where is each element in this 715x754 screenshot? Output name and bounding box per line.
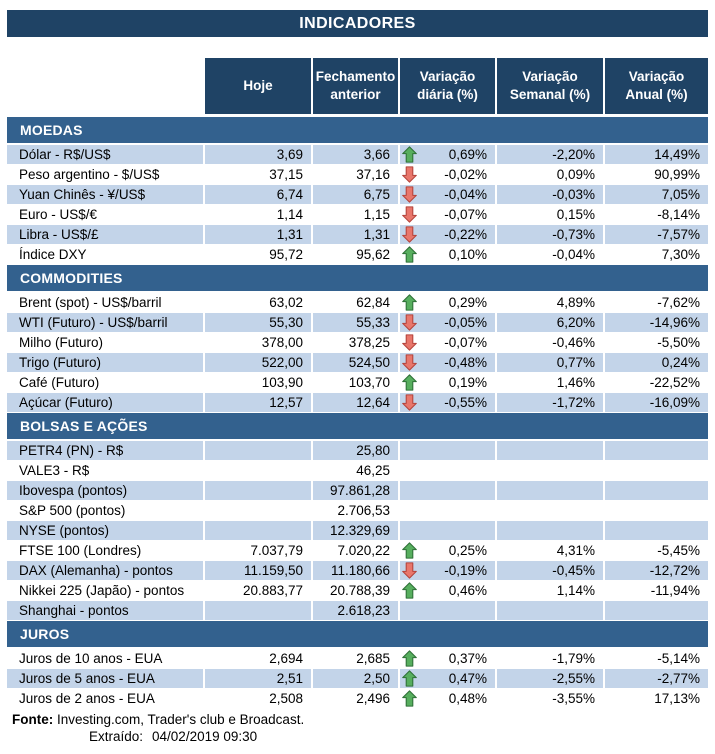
row-label: WTI (Futuro) - US$/barril bbox=[7, 313, 205, 333]
indicators-sheet bbox=[7, 10, 708, 745]
cell-hoje: 3,69 bbox=[205, 145, 313, 165]
title-header-gap bbox=[7, 37, 708, 58]
cell-variacao-anual bbox=[605, 441, 708, 461]
cell-hoje bbox=[205, 601, 313, 621]
variacao-diaria-value: -0,19% bbox=[444, 563, 487, 578]
variacao-diaria-value: -0,22% bbox=[444, 227, 487, 242]
cell-variacao-anual: -8,14% bbox=[605, 205, 708, 225]
cell-variacao-semanal: 0,15% bbox=[497, 205, 605, 225]
cell-hoje: 1,14 bbox=[205, 205, 313, 225]
cell-variacao-diaria bbox=[400, 245, 497, 265]
table-row bbox=[7, 441, 708, 461]
table-row bbox=[7, 145, 708, 165]
cell-variacao-diaria bbox=[400, 541, 497, 561]
cell-variacao-diaria bbox=[400, 185, 497, 205]
cell-fechamento: 1,31 bbox=[313, 225, 400, 245]
cell-variacao-anual bbox=[605, 521, 708, 541]
cell-variacao-diaria bbox=[400, 601, 497, 621]
table-row bbox=[7, 165, 708, 185]
row-label: Libra - US$/£ bbox=[7, 225, 205, 245]
column-header-variacao-semanal: Variação Semanal (%) bbox=[497, 58, 605, 114]
cell-hoje: 522,00 bbox=[205, 353, 313, 373]
row-label: Trigo (Futuro) bbox=[7, 353, 205, 373]
cell-variacao-anual: -14,96% bbox=[605, 313, 708, 333]
cell-variacao-diaria bbox=[400, 393, 497, 413]
table-row bbox=[7, 461, 708, 481]
row-label: Peso argentino - $/US$ bbox=[7, 165, 205, 185]
variacao-diaria-value: 0,10% bbox=[448, 247, 487, 262]
variacao-diaria-value: -0,04% bbox=[444, 187, 487, 202]
cell-fechamento: 46,25 bbox=[313, 461, 400, 481]
table-row bbox=[7, 393, 708, 413]
column-header-variacao-anual: Variação Anual (%) bbox=[605, 58, 708, 114]
cell-variacao-diaria bbox=[400, 313, 497, 333]
cell-variacao-diaria bbox=[400, 501, 497, 521]
cell-hoje: 95,72 bbox=[205, 245, 313, 265]
cell-variacao-anual bbox=[605, 461, 708, 481]
table-row bbox=[7, 561, 708, 581]
cell-fechamento: 37,16 bbox=[313, 165, 400, 185]
trend-down-icon bbox=[402, 354, 417, 371]
cell-variacao-anual: -16,09% bbox=[605, 393, 708, 413]
table-row bbox=[7, 353, 708, 373]
cell-variacao-semanal: 4,31% bbox=[497, 541, 605, 561]
cell-variacao-anual: -7,57% bbox=[605, 225, 708, 245]
section-label: BOLSAS E AÇÕES bbox=[20, 418, 148, 434]
cell-variacao-diaria bbox=[400, 649, 497, 669]
cell-variacao-semanal: -3,55% bbox=[497, 689, 605, 709]
trend-up-icon bbox=[402, 650, 417, 667]
cell-variacao-semanal: -2,20% bbox=[497, 145, 605, 165]
table-row bbox=[7, 225, 708, 245]
trend-down-icon bbox=[402, 334, 417, 351]
cell-hoje bbox=[205, 481, 313, 501]
cell-hoje: 2,508 bbox=[205, 689, 313, 709]
row-label: Milho (Futuro) bbox=[7, 333, 205, 353]
cell-variacao-semanal: -1,72% bbox=[497, 393, 605, 413]
cell-variacao-diaria bbox=[400, 581, 497, 601]
cell-fechamento: 378,25 bbox=[313, 333, 400, 353]
cell-variacao-diaria bbox=[400, 561, 497, 581]
cell-variacao-semanal: -0,45% bbox=[497, 561, 605, 581]
cell-variacao-diaria bbox=[400, 205, 497, 225]
cell-variacao-semanal: -0,03% bbox=[497, 185, 605, 205]
trend-up-icon bbox=[402, 294, 417, 311]
cell-variacao-semanal bbox=[497, 501, 605, 521]
cell-variacao-diaria bbox=[400, 293, 497, 313]
cell-variacao-anual: -5,50% bbox=[605, 333, 708, 353]
variacao-diaria-value: 0,25% bbox=[448, 543, 487, 558]
row-label: Nikkei 225 (Japão) - pontos bbox=[7, 581, 205, 601]
trend-down-icon bbox=[402, 206, 417, 223]
cell-hoje: 2,694 bbox=[205, 649, 313, 669]
footer-extracted-value: 04/02/2019 09:30 bbox=[152, 729, 258, 744]
row-label: DAX (Alemanha) - pontos bbox=[7, 561, 205, 581]
cell-variacao-anual: 17,13% bbox=[605, 689, 708, 709]
trend-down-icon bbox=[402, 314, 417, 331]
table-row bbox=[7, 333, 708, 353]
variacao-diaria-value: 0,69% bbox=[448, 147, 487, 162]
cell-variacao-semanal bbox=[497, 441, 605, 461]
cell-variacao-semanal bbox=[497, 481, 605, 501]
row-label: Ibovespa (pontos) bbox=[7, 481, 205, 501]
cell-variacao-diaria bbox=[400, 461, 497, 481]
section-label: JUROS bbox=[20, 626, 70, 642]
cell-variacao-anual: 14,49% bbox=[605, 145, 708, 165]
cell-variacao-diaria bbox=[400, 521, 497, 541]
column-header-row bbox=[7, 58, 708, 114]
cell-fechamento: 2,685 bbox=[313, 649, 400, 669]
row-label: FTSE 100 (Londres) bbox=[7, 541, 205, 561]
cell-variacao-diaria bbox=[400, 373, 497, 393]
cell-variacao-anual: -5,14% bbox=[605, 649, 708, 669]
column-header-spacer bbox=[7, 58, 205, 114]
row-label: Shanghai - pontos bbox=[7, 601, 205, 621]
variacao-diaria-value: 0,48% bbox=[448, 691, 487, 706]
cell-variacao-anual: -7,62% bbox=[605, 293, 708, 313]
cell-fechamento: 2,50 bbox=[313, 669, 400, 689]
cell-variacao-semanal: 6,20% bbox=[497, 313, 605, 333]
row-label: NYSE (pontos) bbox=[7, 521, 205, 541]
cell-variacao-diaria bbox=[400, 441, 497, 461]
cell-fechamento: 3,66 bbox=[313, 145, 400, 165]
row-label: Açúcar (Futuro) bbox=[7, 393, 205, 413]
cell-variacao-semanal: -0,73% bbox=[497, 225, 605, 245]
cell-variacao-semanal: 0,77% bbox=[497, 353, 605, 373]
table-row bbox=[7, 601, 708, 621]
table-row bbox=[7, 373, 708, 393]
cell-fechamento: 55,33 bbox=[313, 313, 400, 333]
cell-fechamento: 62,84 bbox=[313, 293, 400, 313]
table-row bbox=[7, 245, 708, 265]
cell-fechamento: 7.020,22 bbox=[313, 541, 400, 561]
cell-hoje: 1,31 bbox=[205, 225, 313, 245]
cell-hoje bbox=[205, 501, 313, 521]
row-label: VALE3 - R$ bbox=[7, 461, 205, 481]
table-row bbox=[7, 669, 708, 689]
cell-hoje: 11.159,50 bbox=[205, 561, 313, 581]
table-row bbox=[7, 313, 708, 333]
cell-fechamento: 524,50 bbox=[313, 353, 400, 373]
footer-source-text: Investing.com, Trader's club e Broadcast. bbox=[53, 712, 305, 727]
cell-hoje: 63,02 bbox=[205, 293, 313, 313]
trend-down-icon bbox=[402, 394, 417, 411]
cell-variacao-anual: -11,94% bbox=[605, 581, 708, 601]
cell-variacao-anual: 90,99% bbox=[605, 165, 708, 185]
cell-variacao-anual: 7,30% bbox=[605, 245, 708, 265]
cell-variacao-diaria bbox=[400, 669, 497, 689]
footer bbox=[7, 711, 708, 745]
row-label: S&P 500 (pontos) bbox=[7, 501, 205, 521]
cell-hoje bbox=[205, 521, 313, 541]
cell-fechamento: 103,70 bbox=[313, 373, 400, 393]
row-label: Yuan Chinês - ¥/US$ bbox=[7, 185, 205, 205]
cell-variacao-semanal bbox=[497, 461, 605, 481]
table-body bbox=[7, 117, 708, 709]
cell-variacao-anual: -22,52% bbox=[605, 373, 708, 393]
table-row bbox=[7, 689, 708, 709]
cell-variacao-anual: -2,77% bbox=[605, 669, 708, 689]
cell-fechamento: 2.618,23 bbox=[313, 601, 400, 621]
cell-fechamento: 2,496 bbox=[313, 689, 400, 709]
section-band-1 bbox=[7, 117, 708, 145]
row-label: Juros de 2 anos - EUA bbox=[7, 689, 205, 709]
variacao-diaria-value: 0,37% bbox=[448, 651, 487, 666]
cell-variacao-anual bbox=[605, 481, 708, 501]
variacao-diaria-value: -0,07% bbox=[444, 207, 487, 222]
cell-variacao-anual: 7,05% bbox=[605, 185, 708, 205]
cell-hoje: 7.037,79 bbox=[205, 541, 313, 561]
cell-fechamento: 95,62 bbox=[313, 245, 400, 265]
cell-variacao-diaria bbox=[400, 333, 497, 353]
trend-up-icon bbox=[402, 374, 417, 391]
trend-down-icon bbox=[402, 226, 417, 243]
cell-fechamento: 12.329,69 bbox=[313, 521, 400, 541]
cell-fechamento: 1,15 bbox=[313, 205, 400, 225]
cell-variacao-diaria bbox=[400, 481, 497, 501]
cell-hoje: 12,57 bbox=[205, 393, 313, 413]
section-band-4 bbox=[7, 621, 708, 649]
variacao-diaria-value: -0,48% bbox=[444, 355, 487, 370]
variacao-diaria-value: -0,55% bbox=[444, 395, 487, 410]
footer-extracted bbox=[7, 728, 708, 745]
cell-variacao-anual bbox=[605, 601, 708, 621]
variacao-diaria-value: -0,02% bbox=[444, 167, 487, 182]
cell-variacao-anual: -5,45% bbox=[605, 541, 708, 561]
variacao-diaria-value: 0,46% bbox=[448, 583, 487, 598]
section-band-2 bbox=[7, 265, 708, 293]
cell-hoje bbox=[205, 441, 313, 461]
cell-fechamento: 11.180,66 bbox=[313, 561, 400, 581]
table-row bbox=[7, 293, 708, 313]
cell-variacao-anual: -12,72% bbox=[605, 561, 708, 581]
row-label: Brent (spot) - US$/barril bbox=[7, 293, 205, 313]
row-label: PETR4 (PN) - R$ bbox=[7, 441, 205, 461]
variacao-diaria-value: 0,29% bbox=[448, 295, 487, 310]
trend-up-icon bbox=[402, 582, 417, 599]
cell-variacao-semanal: -0,46% bbox=[497, 333, 605, 353]
trend-down-icon bbox=[402, 166, 417, 183]
cell-fechamento: 12,64 bbox=[313, 393, 400, 413]
cell-variacao-semanal bbox=[497, 601, 605, 621]
row-label: Euro - US$/€ bbox=[7, 205, 205, 225]
row-label: Café (Futuro) bbox=[7, 373, 205, 393]
footer-source bbox=[7, 711, 708, 728]
variacao-diaria-value: -0,05% bbox=[444, 315, 487, 330]
trend-up-icon bbox=[402, 246, 417, 263]
cell-variacao-diaria bbox=[400, 225, 497, 245]
column-header-fechamento-anterior: Fechamento anterior bbox=[313, 58, 400, 114]
cell-hoje: 20.883,77 bbox=[205, 581, 313, 601]
cell-hoje bbox=[205, 461, 313, 481]
variacao-diaria-value: 0,19% bbox=[448, 375, 487, 390]
cell-variacao-diaria bbox=[400, 145, 497, 165]
row-label: Juros de 5 anos - EUA bbox=[7, 669, 205, 689]
table-row bbox=[7, 521, 708, 541]
cell-variacao-anual: 0,24% bbox=[605, 353, 708, 373]
variacao-diaria-value: 0,47% bbox=[448, 671, 487, 686]
table-row bbox=[7, 649, 708, 669]
cell-fechamento: 2.706,53 bbox=[313, 501, 400, 521]
table-row bbox=[7, 481, 708, 501]
cell-hoje: 103,90 bbox=[205, 373, 313, 393]
trend-up-icon bbox=[402, 542, 417, 559]
row-label: Juros de 10 anos - EUA bbox=[7, 649, 205, 669]
trend-up-icon bbox=[402, 146, 417, 163]
trend-up-icon bbox=[402, 690, 417, 707]
cell-fechamento: 25,80 bbox=[313, 441, 400, 461]
cell-fechamento: 97.861,28 bbox=[313, 481, 400, 501]
page-title: INDICADORES bbox=[7, 10, 708, 37]
trend-up-icon bbox=[402, 670, 417, 687]
cell-hoje: 37,15 bbox=[205, 165, 313, 185]
cell-variacao-anual bbox=[605, 501, 708, 521]
cell-hoje: 2,51 bbox=[205, 669, 313, 689]
cell-variacao-semanal: 0,09% bbox=[497, 165, 605, 185]
cell-variacao-diaria bbox=[400, 165, 497, 185]
cell-hoje: 6,74 bbox=[205, 185, 313, 205]
cell-variacao-semanal: 1,46% bbox=[497, 373, 605, 393]
cell-variacao-semanal: 1,14% bbox=[497, 581, 605, 601]
cell-hoje: 55,30 bbox=[205, 313, 313, 333]
cell-variacao-semanal: -0,04% bbox=[497, 245, 605, 265]
cell-hoje: 378,00 bbox=[205, 333, 313, 353]
cell-variacao-semanal: -1,79% bbox=[497, 649, 605, 669]
table-row bbox=[7, 541, 708, 561]
trend-down-icon bbox=[402, 562, 417, 579]
cell-fechamento: 6,75 bbox=[313, 185, 400, 205]
footer-extracted-label: Extraído: bbox=[89, 729, 144, 744]
section-label: COMMODITIES bbox=[20, 270, 123, 286]
table-row bbox=[7, 581, 708, 601]
row-label: Índice DXY bbox=[7, 245, 205, 265]
row-label: Dólar - R$/US$ bbox=[7, 145, 205, 165]
table-row bbox=[7, 185, 708, 205]
column-header-hoje: Hoje bbox=[205, 58, 313, 114]
column-header-variacao-diaria: Variação diária (%) bbox=[400, 58, 497, 114]
cell-variacao-diaria bbox=[400, 353, 497, 373]
section-label: MOEDAS bbox=[20, 122, 83, 138]
cell-variacao-semanal: -2,55% bbox=[497, 669, 605, 689]
table-row bbox=[7, 205, 708, 225]
cell-variacao-semanal: 4,89% bbox=[497, 293, 605, 313]
section-band-3 bbox=[7, 413, 708, 441]
footer-source-label: Fonte: bbox=[12, 712, 54, 727]
table-row bbox=[7, 501, 708, 521]
variacao-diaria-value: -0,07% bbox=[444, 335, 487, 350]
cell-variacao-diaria bbox=[400, 689, 497, 709]
cell-variacao-semanal bbox=[497, 521, 605, 541]
cell-fechamento: 20.788,39 bbox=[313, 581, 400, 601]
trend-down-icon bbox=[402, 186, 417, 203]
